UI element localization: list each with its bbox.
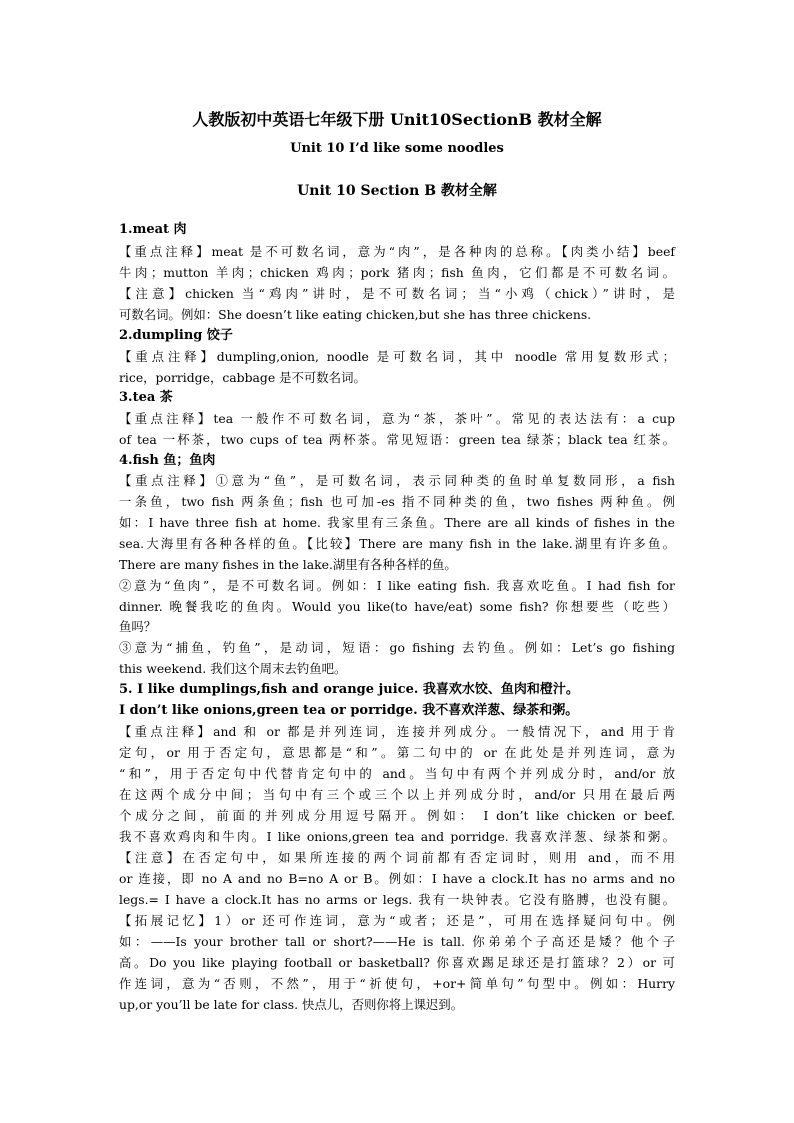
heading-meat: 1.meat 肉 — [119, 222, 187, 237]
text-line: 鱼吗？ — [119, 619, 157, 634]
text-line: 【注意】在否定句中，如果所连接的两个词前都有否定词时，则用 and，而不用 — [119, 850, 675, 865]
text-line: 【重点注释】and 和 or 都是并列连词，连接并列成分。一般情况下，and 用于肯 — [119, 724, 675, 739]
heading-sentence-5: 5. I like dumplings,fish and orange juice. 我喜欢水饺、鱼肉和橙汁。 — [119, 682, 579, 697]
heading-dumpling: 2.dumpling 饺子 — [119, 328, 233, 343]
text-line: “和”，用于否定句中代替肯定句中的 and。当句中有两个并列成分时，and/or 放 — [119, 766, 675, 781]
text-line: dinner. 晚餐我吃的鱼肉。Would you like(to have/eat) some fish? 你想要些（吃些） — [119, 599, 675, 614]
example-sentence: I don’t like onions,green tea or porridge. 我不喜欢洋葱、绿茶和粥。 — [119, 703, 579, 718]
text-line: 个成分之间，前面的并列成分用逗号隔开。例如： I don’t like chicken or beef. — [119, 808, 675, 823]
text-line: rice，porridge，cabbage 是不可数名词。 — [119, 370, 366, 385]
text-line: 【注意】chicken 当“鸡肉”讲时，是不可数名词；当“小鸡（chick）”讲时，是 — [119, 286, 675, 301]
text-line: 可数名词。例如：She doesn’t like eating chicken,but she has three chickens. — [119, 307, 592, 322]
text-line: ③意为“捕鱼，钓鱼”，是动词，短语：go fishing 去钓鱼。例如：Let’s go fishing — [119, 640, 675, 655]
text-line: 如：I have three fish at home. 我家里有三条鱼。There are all kinds of fishes in the — [119, 515, 675, 530]
heading-fish: 4.fish 鱼；鱼肉 — [119, 453, 216, 468]
text-line: 【重点注释】tea 一般作不可数名词，意为“茶，茶叶”。常见的表达法有：a cup — [119, 411, 675, 426]
text-line: ②意为“鱼肉”，是不可数名词。例如：I like eating fish. 我喜欢吃鱼。I had fish for — [119, 578, 675, 593]
text-line: 一条鱼，two fish 两条鱼；fish 也可加-es 指不同种类的鱼，two fishes 两种鱼。例 — [119, 494, 675, 509]
text-line: up,or you’ll be late for class. 快点儿，否则你将上课迟到。 — [119, 997, 464, 1012]
heading-tea: 3.tea 茶 — [119, 390, 173, 405]
text-line: 【重点注释】dumpling,onion, noodle 是可数名词，其中 noodle 常用复数形式； — [119, 349, 675, 364]
text-line: 在这两个成分中间；当句中有三个或三个以上并列成分时，and/or 只用在最后两 — [119, 787, 675, 802]
text-line: 【重点注释】①意为“鱼”，是可数名词，表示同种类的鱼时单复数同形，a fish — [119, 473, 675, 488]
document-title: 人教版初中英语七年级下册 Unit10SectionB 教材全解 — [192, 110, 602, 129]
text-line: There are many fishes in the lake.湖里有各种各样的鱼。 — [119, 557, 457, 572]
text-line: 作连词，意为“否则，不然”，用于“祈使句，+or+简单句”句型中。例如：Hurry — [119, 976, 675, 991]
text-line: this weekend. 我们这个周末去钓鱼吧。 — [119, 661, 347, 676]
section-subtitle: Unit 10 Section B 教材全解 — [297, 183, 497, 199]
text-line: 如：——Is your brother tall or short?——He is tall. 你弟弟个子高还是矮？他个子 — [119, 934, 675, 949]
text-line: sea.大海里有各种各样的鱼。【比较】There are many fish in the lake.湖里有许多鱼。 — [119, 536, 675, 551]
text-line: 我不喜欢鸡肉和牛肉。I like onions,green tea and porridge. 我喜欢洋葱、绿茶和粥。 — [119, 829, 675, 844]
unit-subtitle: Unit 10 I’d like some noodles — [290, 141, 504, 156]
text-line: 牛肉；mutton 羊肉；chicken 鸡肉；pork 猪肉；fish 鱼肉，它们都是不可数名词。 — [119, 265, 675, 280]
text-line: 高。Do you like playing football or basketball? 你喜欢踢足球还是打篮球？2）or 可 — [119, 955, 675, 970]
text-line: legs.= I have a clock.It has no arms or legs. 我有一块钟表。它没有胳膊，也没有腿。 — [119, 892, 675, 907]
text-line: 定句，or 用于否定句，意思都是“和”。第二句中的 or 在此处是并列连词，意为 — [119, 745, 675, 760]
text-line: or 连接，即 no A and no B=no A or B。例如：I have a clock.It has no arms and no — [119, 871, 675, 886]
text-line: of tea 一杯茶，two cups of tea 两杯茶。常见短语：green tea 绿茶；black tea 红茶。 — [119, 432, 675, 447]
text-line: 【重点注释】meat 是不可数名词，意为“肉”，是各种肉的总称。【肉类小结】beef — [119, 244, 675, 259]
text-line: 【拓展记忆】1）or 还可作连词，意为“或者；还是”，可用在选择疑问句中。例 — [119, 913, 675, 928]
